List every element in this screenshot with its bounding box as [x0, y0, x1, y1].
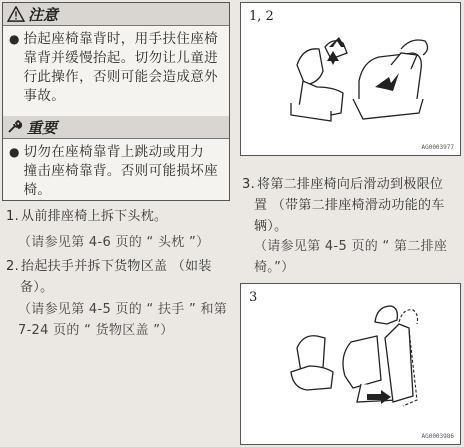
bullet-icon: ● [9, 32, 20, 46]
caution-box [2, 2, 230, 118]
wrench-icon [7, 120, 23, 134]
caution-title: 注意 [28, 5, 59, 24]
step-3-reference: （请参见第 4-5 页的 “ 第二排座 椅。”） [254, 239, 448, 275]
seat-slide-illustration [241, 284, 460, 444]
caution-text: 抬起座椅靠背时，用手扶住座椅 靠背并缓慢抬起。切勿让儿童进 行此操作，否则可能会造成意外 事故。 [23, 31, 219, 104]
figure-label: 3 [249, 290, 258, 305]
step-2: 2. 抬起扶手并拆下货物区盖 （如装 备）。 [6, 259, 212, 295]
figure-seat-fold [240, 2, 461, 156]
bullet-icon: ● [9, 145, 20, 159]
figure-seat-slide [240, 283, 461, 445]
important-text: 切勿在座椅靠背上跳动或用力 撞击座椅靠背。否则可能损坏座 椅。 [23, 144, 219, 198]
important-box [2, 116, 230, 201]
important-header [3, 116, 229, 139]
figure-label: 1, 2 [249, 9, 274, 24]
warning-triangle-icon [7, 6, 25, 22]
step-2-reference: （请参见第 4-5 页的 “ 扶手 ” 和第 7-24 页的 “ 货物区盖 ”） [18, 302, 228, 338]
figure-code: AG0003977 [421, 144, 454, 151]
important-title: 重要 [27, 118, 58, 137]
caution-header [3, 3, 229, 26]
figure-code: AG0003986 [421, 433, 454, 440]
seat-fold-illustration [241, 3, 460, 155]
step-3: 3. 将第二排座椅向后滑动到极限位 置 （带第二排座椅滑动功能的车 辆）。 [242, 177, 445, 234]
step-1: 1. 从前排座椅上拆下头枕。 [6, 209, 168, 224]
step-1-reference: （请参见第 4-6 页的 “ 头枕 ”） [18, 235, 210, 250]
